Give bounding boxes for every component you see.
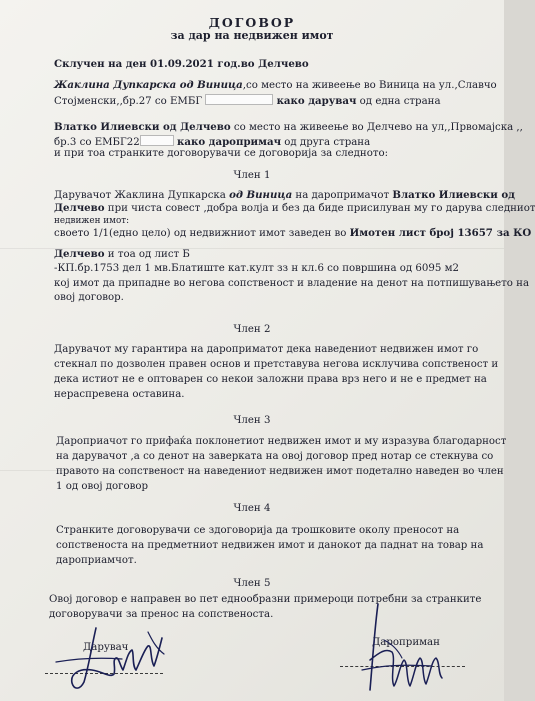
party2-role: како даропримач xyxy=(177,136,282,148)
article1-line2 xyxy=(54,202,535,215)
text-run: Делчево xyxy=(54,202,105,214)
party2-name: Влатко Илиевски од Делчево xyxy=(54,121,231,133)
party2-embg-label: бр.3 со ЕМБГ22 xyxy=(54,137,140,148)
article4-line: сопственоста на предметниот недвижен имот и данокот да паднат на товар на xyxy=(56,540,484,551)
article3-heading: Член 3 xyxy=(233,415,271,426)
text-run: и тоа од лист Б xyxy=(107,249,190,260)
text-run: своето 1/1(едно цело) од недвижниот имот заведен во xyxy=(54,228,347,239)
article3-line: на дарувачот ,а со денот на заверката на овој договор пред нотар се стекнува со xyxy=(56,451,494,462)
text-run: при чиста совест ,добра волја и без да биде присилуван му го дарува следниот xyxy=(107,203,535,214)
article1-line8: овој договор. xyxy=(54,292,124,303)
article4-heading: Член 4 xyxy=(233,503,271,514)
party2-line1 xyxy=(54,121,523,134)
text-run: Влатко Илиевски од xyxy=(392,189,515,201)
party1-embg-label: Стојменски,,бр.27 со ЕМБГ xyxy=(54,96,203,107)
article2-line: нераспревена оставина. xyxy=(54,389,185,400)
concluded-line: Склучен на ден 01.09.2021 год.во Делчево xyxy=(54,58,309,70)
article1-heading: Член 1 xyxy=(233,170,271,181)
article3-line: 1 од овој договор xyxy=(56,481,149,492)
party1-name: Жаклина Дупкарска од Виница xyxy=(54,79,243,91)
article5-line: Овој договор е направен во пет еднообразни примероци потребни за странките xyxy=(49,594,482,605)
document-title: ДОГОВОР xyxy=(208,15,296,30)
redacted-embg xyxy=(140,135,174,146)
redacted-embg xyxy=(205,94,273,105)
document-subtitle: за дар на недвижен имот xyxy=(170,29,334,42)
article1-line1 xyxy=(54,189,515,202)
party2-tail: од друга страна xyxy=(284,137,371,148)
article1-line5 xyxy=(54,248,190,261)
article2-line: дека истиот не е оптоварен со некои заложни права врз него и не е предмет на xyxy=(54,374,487,385)
donor-signature xyxy=(44,610,184,695)
article1-line6: -КП.бр.1753 дел 1 мв.Блатиште кат.култ зз н кл.6 со површина од 6095 м2 xyxy=(54,263,460,274)
article4-line: дароприамчот. xyxy=(56,555,137,566)
article3-line: правото на сопственост на наведениот недвижен имот подетално наведен во член xyxy=(56,466,504,477)
party1-line2 xyxy=(54,94,441,108)
party2-line2 xyxy=(54,135,370,149)
article2-line: стекнал по дозволен правен основ и претставува негова исклучива сопственост и xyxy=(54,359,499,370)
party1-role: како дарувач xyxy=(276,95,357,107)
article1-line7: кој имот да припадне во негова сопственост и владение на денот на потпишувањето на xyxy=(54,278,530,289)
article1-line4 xyxy=(54,227,531,240)
text-run: на даропримачот xyxy=(295,190,390,201)
text-run: Дарувачот Жаклина Дупкарска xyxy=(54,190,226,201)
article2-line: Дарувачот му гарантира на дароприматот дека наведениот недвижен имот го xyxy=(54,344,479,355)
party2-line3: и при тоа странките договорувачи се договорија за следното: xyxy=(54,148,389,159)
article3-line: Дароприачот го прифаќа поклонетиот недвижен имот и му изразува благодарност xyxy=(56,436,507,447)
text-run: од Виница xyxy=(229,189,293,201)
party1-address: ,со место на живеење во Виница на ул.,Славчо xyxy=(242,80,497,91)
article4-line: Странките договорувачи се здоговорија да трошковите околу преносот на xyxy=(56,525,460,536)
recipient-signature xyxy=(340,600,470,700)
article1-line3: недвижен имот: xyxy=(54,216,130,226)
article5-heading: Член 5 xyxy=(233,578,271,589)
article5-line: договорувачи за пренос на сопственоста. xyxy=(49,609,274,620)
party1-line1 xyxy=(54,79,497,92)
donor-label: Дарувач xyxy=(83,642,129,653)
text-run: Делчево xyxy=(54,248,105,260)
party2-address: со место на живеење во Делчево на ул,,Првомајска ,, xyxy=(233,122,523,133)
text-run: Имотен лист број 13657 за КО xyxy=(349,227,532,239)
party1-tail: од една страна xyxy=(359,96,441,107)
recipient-label: Дароприман xyxy=(372,637,440,648)
article2-heading: Член 2 xyxy=(233,324,271,335)
